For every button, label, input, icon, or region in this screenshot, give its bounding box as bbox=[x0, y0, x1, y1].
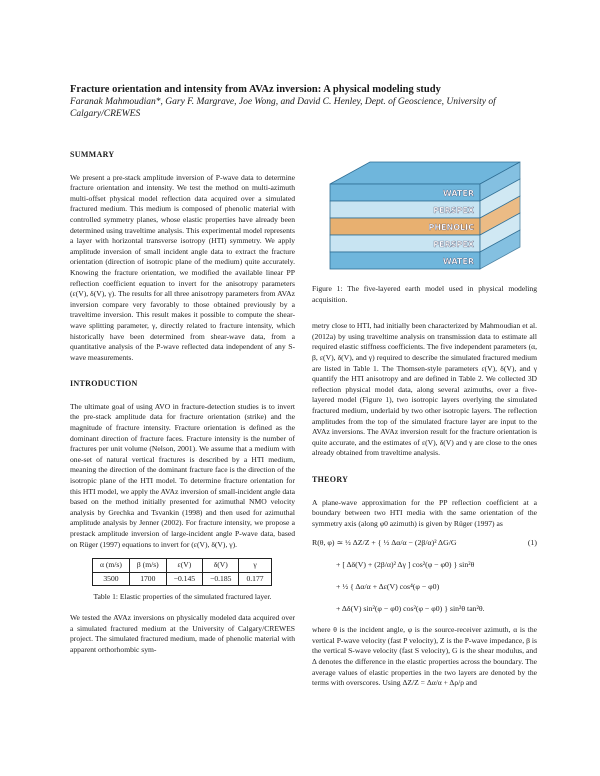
layered-model-diagram bbox=[312, 150, 537, 280]
table-header-cell: β (m/s) bbox=[129, 559, 166, 573]
table-cell: 3500 bbox=[93, 572, 130, 586]
introduction-paragraph-1: The ultimate goal of using AVO in fracture-detection studies is to invert the pre-stack amplitude data for fracture orientation (strike) and the magnitude of fracture intensity. Fracture orientation is defined as the dominant direction of fracture faces. Fracture intensity is the number of fractures per unit volume (Nelson, 2001). We assume that a medium with one-set of natural vertical fractures is described by a HTI medium, meaning the direction of the dominant fracture face is the direction of the isotropic plane of the HTI model. To determine fracture orientation for this HTI model, we apply the AVAz inversion of small-incident angle data based on the method initially presented for azimuthal NMO velocity analysis by Grechka and Tsvankin (1998) and then used for azimuthal amplitude analysis by Jenner (2002). For fracture intensity, we propose a prestack amplitude inversion of large-incident angle P-wave data, based on Rüger (1997) equations to invert for (ε(V), δ(V), γ). bbox=[70, 401, 295, 549]
layer-label: PERSPEX bbox=[433, 206, 474, 215]
table-cell: 0.177 bbox=[239, 572, 271, 586]
theory-paragraph-2: where θ is the incident angle, φ is the source-receiver azimuth, α is the vertical P-wave velocity (fast P velocity), Z is the P-wave impedance, β is the vertical S-wave velocity (fast S velocity), G is the shear modulus, and Δ denotes the difference in the elastic properties across the boundary. The average values of elastic properties in the two layers are denoted by the terms with overscores. Using ΔZ/Z = Δα/α + Δρ/ρ and bbox=[312, 625, 537, 688]
layer-label: PERSPEX bbox=[433, 240, 474, 249]
table-cell: −0.145 bbox=[166, 572, 202, 586]
table-caption: Table 1: Elastic properties of the simulated fractured layer. bbox=[93, 592, 272, 602]
introduction-heading: INTRODUCTION bbox=[70, 379, 138, 389]
table-header-row bbox=[93, 559, 272, 573]
equation-line: + [ Δδ(V) + (2β/α)² Δγ ] cos²(φ − φ0) } sin²θ bbox=[336, 560, 475, 570]
figure-1 bbox=[312, 150, 537, 280]
table-header-cell: δ(V) bbox=[203, 559, 239, 573]
equation-line: R(θ, φ) ≃ ½ ΔZ/Z + { ½ Δα/α − (2β/α)² ΔG/G bbox=[312, 538, 457, 548]
layer-label: PHENOLIC bbox=[428, 223, 474, 232]
right-intro-paragraph: metry close to HTI, had initially been characterized by Mahmoudian et al. (2012a) by using traveltime analysis on transmission data to estimate all required elastic stiffness coefficients. The five independent parameters (α, β, ε(V), δ(V), and γ) required to describe the simulated fractured medium are listed in Table 1. The Thomsen-style parameters ε(V), δ(V), and γ quantify the HTI anisotropy and are defined in Table 2. We collected 3D reflection physical model data, along several azimuths, over a five-layered model (Figure 1), two isotropic layers overlying the simulated fractured medium, underlaid by two other isotropic layers. The reflection amplitudes from the top of the simulated fracture layer are input to the AVAz inversions. The AVAz inversion result for the fracture orientation is quite accurate, and the estimates of ε(V), δ(V) and γ are close to the ones already obtained from traveltime analysis. bbox=[312, 321, 537, 458]
equation-line: + ½ { Δα/α + Δε(V) cos⁴(φ − φ0) bbox=[336, 582, 440, 592]
elastic-properties-table bbox=[92, 558, 272, 586]
layer-label: WATER bbox=[442, 257, 474, 266]
right-column bbox=[312, 150, 537, 689]
paper-authors: Faranak Mahmoudian*, Gary F. Margrave, Joe Wong, and David C. Henley, Dept. of Geoscience, University of Calgary/CREWES bbox=[70, 97, 496, 119]
table-cell: 1700 bbox=[129, 572, 166, 586]
left-column bbox=[70, 150, 295, 655]
table-cell: −0.185 bbox=[203, 572, 239, 586]
figure-caption: Figure 1: The five-layered earth model used in physical modeling acquisition. bbox=[312, 284, 537, 304]
table-row bbox=[93, 572, 272, 586]
introduction-paragraph-2: We tested the AVAz inversions on physically modeled data acquired over a simulated fractured medium at the University of Calgary/CREWES project. The simulated fractured medium, made of phenolic material with apparent orthorhombic sym- bbox=[70, 612, 295, 654]
table-header-cell: ε(V) bbox=[166, 559, 202, 573]
summary-heading: SUMMARY bbox=[70, 150, 115, 159]
theory-heading: THEORY bbox=[312, 474, 349, 484]
layer-label: WATER bbox=[442, 189, 474, 198]
paper-title: Fracture orientation and intensity from AVAz inversion: A physical modeling study bbox=[70, 84, 441, 95]
table-header-cell: α (m/s) bbox=[93, 559, 130, 573]
equation-1 bbox=[312, 537, 537, 625]
equation-number: (1) bbox=[527, 538, 537, 548]
equation-line: + Δδ(V) sin²(φ − φ0) cos²(φ − φ0) } sin²θ tan²θ. bbox=[336, 604, 485, 614]
table-header-cell: γ bbox=[239, 559, 271, 573]
theory-paragraph-1: A plane-wave approximation for the PP reflection coefficient at a boundary between two HTI media with the same orientation of the symmetry axis (along φ0 azimuth) is given by Rüger (1997) as bbox=[312, 497, 537, 528]
summary-text: We present a pre-stack amplitude inversion of P-wave data to determine fracture orientation and intensity. We test the method on multi-azimuth multi-offset physical model reflection data acquired over a simulated fractured medium. This medium is composed of phenolic material with controlled symmetry planes, whose elastic properties have already been determined using traveltime analysis. This experimental model represents a layer with horizontal transverse isotropy (HTI) symmetry. We apply amplitude inversion of small incident angle data to extract the fracture orientation (direction of isotropic plane of the medium) quite accurately. Knowing the fracture orientation, we modified the available linear PP reflection coefficient equation to invert for the anisotropy parameters (ε(V), δ(V), γ). The results for all three anisotropy parameters from AVAz inversion compare very favorably to those obtained previously by a traveltime inversion. This result makes it possible to compute the shear-wave splitting parameter, γ, directly related to fracture intensity, which historically have been determined from shear-wave data, from a quantitative analysis of the P-wave reflected data independent of any S-wave measurements. bbox=[70, 172, 295, 362]
